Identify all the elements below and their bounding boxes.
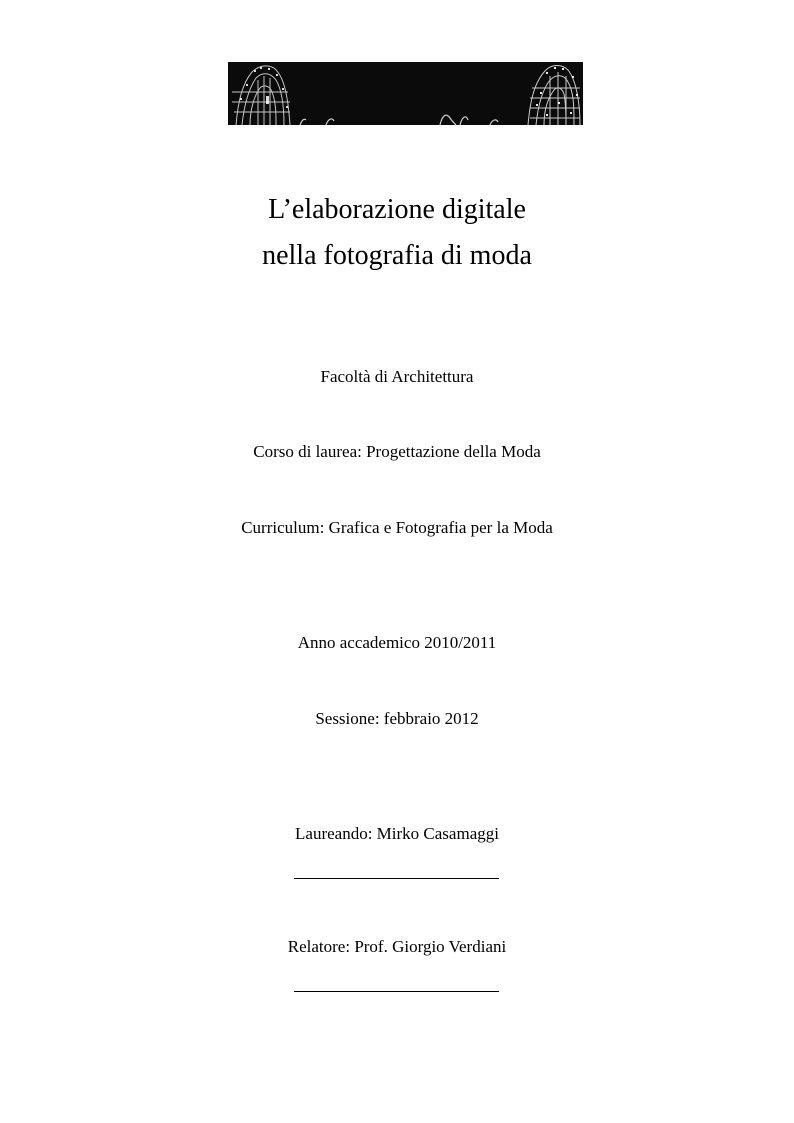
academic-year-label: Anno accademico 2010/2011 bbox=[297, 633, 497, 652]
candidate-signature-line bbox=[294, 878, 499, 879]
fashion-photo-banner-icon bbox=[228, 62, 583, 125]
curriculum-label: Curriculum: Grafica e Fotografia per la Moda bbox=[241, 518, 553, 537]
session-label: Sessione: febbraio 2012 bbox=[315, 709, 479, 728]
thesis-title-line-1: L’elaborazione digitale bbox=[268, 194, 526, 225]
supervisor-label: Relatore: Prof. Giorgio Verdiani bbox=[287, 937, 507, 956]
supervisor-signature-line bbox=[294, 991, 499, 992]
faculty-label: Facoltà di Architettura bbox=[320, 367, 474, 386]
course-label: Corso di laurea: Progettazione della Moda bbox=[253, 442, 541, 461]
candidate-label: Laureando: Mirko Casamaggi bbox=[295, 824, 499, 843]
thesis-title-line-2: nella fotografia di moda bbox=[262, 240, 532, 271]
header-banner-image bbox=[228, 62, 583, 125]
